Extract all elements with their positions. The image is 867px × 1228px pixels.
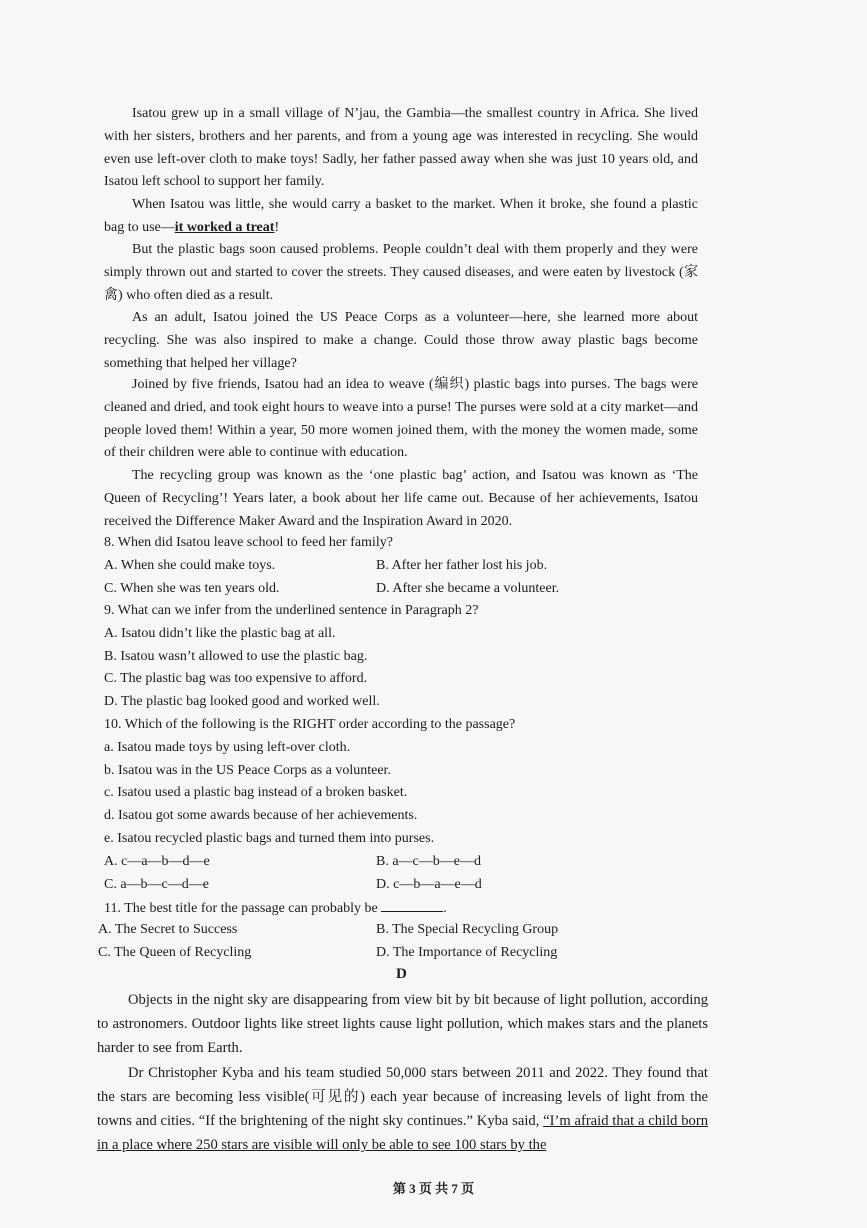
event-d: d. Isatou got some awards because of her achievements. <box>104 808 418 823</box>
question-9-option-c: C. The plastic bag was too expensive to afford. <box>104 671 368 686</box>
question-8-option-a: A. When she could make toys. <box>104 558 276 573</box>
question-11-option-b: B. The Special Recycling Group <box>376 922 559 937</box>
question-9-stem: 9. What can we infer from the underlined sentence in Paragraph 2? <box>104 603 479 618</box>
page-number: 第 3 页 共 7 页 <box>392 1181 475 1196</box>
passage-paragraph-4: As an adult, Isatou joined the US Peace Corps as a volunteer—here, she learned more about recycling. She was also inspired to make a change. Could those throw away plastic bags become something that helped her village? <box>104 310 698 371</box>
paragraph-2-end: ! <box>274 219 280 235</box>
question-11-text: 11. The best title for the passage can probably be <box>104 901 378 916</box>
answer-blank <box>381 899 443 912</box>
passage-paragraph-5: Joined by five friends, Isatou had an idea to weave (编织) plastic bags into purses. The bags were cleaned and dried, and took eight hours to weave into a purse! The purses were sold at a city market—and people loved them! Within a year, 50 more women joined them, with the money the women made, some of their children were able to continue with education. <box>104 377 698 461</box>
underlined-sentence: it worked a treat <box>174 219 275 235</box>
question-10-option-d: D. c—b—a—e—d <box>376 877 482 892</box>
question-11-period: . <box>443 901 447 916</box>
question-9-option-d: D. The plastic bag looked good and worked well. <box>104 694 380 709</box>
question-11-option-d: D. The Importance of Recycling <box>376 945 558 960</box>
question-10-option-b: B. a—c—b—e—d <box>376 854 481 869</box>
question-8-stem: 8. When did Isatou leave school to feed her family? <box>104 535 393 550</box>
underlined-quote: “I’m afraid that a child born in a place where 250 stars are visible will only be able to see 100 stars by the <box>97 1113 708 1153</box>
passage-paragraph-6: The recycling group was known as the ‘one plastic bag’ action, and Isatou was known as ‘The Queen of Recycling’! Years later, a book about her life came out. Because of her achievements, Isatou received the Difference Maker Award and the Inspiration Award in 2020. <box>104 468 698 529</box>
section-d-paragraph-2 <box>97 1061 708 1157</box>
question-10-option-c: C. a—b—c—d—e <box>104 877 209 892</box>
question-9-option-b: B. Isatou wasn’t allowed to use the plastic bag. <box>104 649 368 664</box>
section-d-paragraph-1: Objects in the night sky are disappearing from view bit by bit because of light pollution, according to astronomers. Outdoor lights like street lights cause light pollution, which makes stars and the planets harder to see from Earth. <box>97 992 708 1056</box>
question-11-option-a: A. The Secret to Success <box>98 922 238 937</box>
question-8-option-b: B. After her father lost his job. <box>376 558 548 573</box>
question-10-stem: 10. Which of the following is the RIGHT order according to the passage? <box>104 717 516 732</box>
question-11-option-c: C. The Queen of Recycling <box>98 945 252 960</box>
event-c: c. Isatou used a plastic bag instead of a broken basket. <box>104 785 408 800</box>
passage-paragraph-1: Isatou grew up in a small village of N’jau, the Gambia—the smallest country in Africa. She lived with her sisters, brothers and her parents, and from a young age was interested in recycling. She would even use left-over cloth to make toys! Sadly, her father passed away when she was just 10 years old, and Isatou left school to support her family. <box>104 106 698 190</box>
passage-paragraph-3: But the plastic bags soon caused problems. People couldn’t deal with them properly and they were simply thrown out and started to cover the streets. They caused diseases, and were eaten by livestock (家禽) who often died as a result. <box>104 242 698 303</box>
event-a: a. Isatou made toys by using left-over cloth. <box>104 740 351 755</box>
question-8-option-d: D. After she became a volunteer. <box>376 581 560 596</box>
question-11-stem <box>104 899 447 918</box>
question-9-option-a: A. Isatou didn’t like the plastic bag at all. <box>104 626 336 641</box>
event-b: b. Isatou was in the US Peace Corps as a volunteer. <box>104 763 391 778</box>
passage-paragraph-2 <box>104 194 698 240</box>
event-e: e. Isatou recycled plastic bags and turned them into purses. <box>104 831 435 846</box>
section-d-title: D <box>396 966 407 982</box>
paragraph-2-text: When Isatou was little, she would carry a basket to the market. When it broke, she found a plastic bag to use— <box>104 197 698 235</box>
question-10-option-a: A. c—a—b—d—e <box>104 854 210 869</box>
question-8-option-c: C. When she was ten years old. <box>104 581 280 596</box>
section-d-paragraph-2-text: Dr Christopher Kyba and his team studied 50,000 stars between 2011 and 2022. They found that the stars are becoming less visible(可见的) each year because of increasing levels of light from the towns and cities. “If the brightening of the night sky continues.” Kyba said, <box>97 1065 708 1129</box>
